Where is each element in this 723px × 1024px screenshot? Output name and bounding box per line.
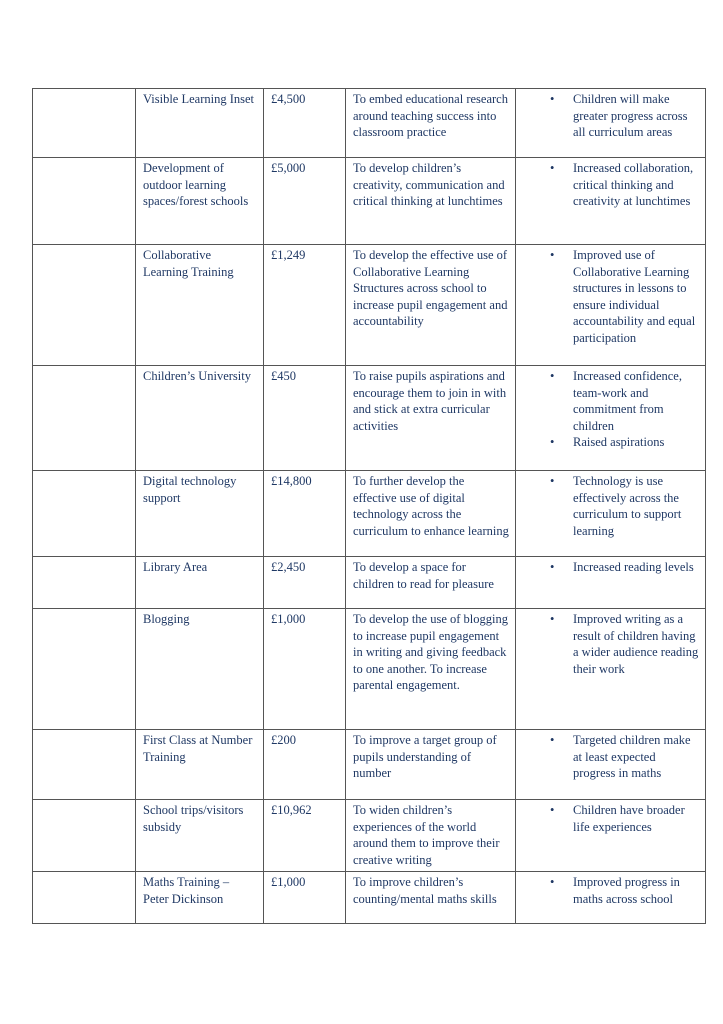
purpose-text: To develop the effective use of Collaborative Learning Structures across school to increase pupil engagement and accountability	[353, 248, 508, 328]
outcomes-list	[523, 91, 699, 141]
outcomes-cell	[516, 730, 706, 800]
purpose-text: To embed educational research around teaching success into classroom practice	[353, 92, 508, 139]
cost-value: £200	[271, 733, 296, 747]
outcomes-list	[523, 368, 699, 451]
purpose-text: To further develop the effective use of digital technology across the curriculum to enhance learning	[353, 474, 509, 538]
outcomes-cell	[516, 872, 706, 924]
outcome-bullet-item: • Improved progress in maths across school	[523, 874, 699, 907]
cost-value: £10,962	[271, 803, 312, 817]
outcomes-cell	[516, 609, 706, 730]
outcome-bullet-item: • Improved use of Collaborative Learning structures in lessons to ensure individual accountability and equal participation	[523, 247, 699, 346]
outcomes-cell	[516, 557, 706, 609]
item-label: Development of outdoor learning spaces/forest schools	[143, 161, 249, 208]
item-cell	[136, 471, 264, 557]
outcome-bullet-item: • Children will make greater progress across all curriculum areas	[523, 91, 699, 141]
cost-cell	[264, 158, 346, 245]
item-label: School trips/visitors subsidy	[143, 803, 244, 834]
item-label: Digital technology support	[143, 474, 237, 505]
item-cell	[136, 158, 264, 245]
outcomes-list	[523, 247, 699, 346]
item-label: Children’s University	[143, 369, 251, 383]
purpose-cell	[346, 471, 516, 557]
item-cell	[136, 609, 264, 730]
table-body	[33, 89, 706, 924]
purpose-text: To develop a space for children to read for pleasure	[353, 560, 494, 591]
item-cell	[136, 89, 264, 158]
outcome-bullet-item: • Targeted children make at least expected progress in maths	[523, 732, 699, 782]
purpose-cell	[346, 366, 516, 471]
row-blank-cell	[33, 872, 136, 924]
outcomes-list	[523, 559, 699, 576]
cost-value: £1,000	[271, 612, 306, 626]
item-cell	[136, 872, 264, 924]
outcome-bullet-item: • Increased collaboration, critical thinking and creativity at lunchtimes	[523, 160, 699, 210]
cost-value: £14,800	[271, 474, 312, 488]
spending-table	[32, 88, 706, 924]
outcomes-list	[523, 473, 699, 539]
outcome-bullet-item: • Increased confidence, team-work and commitment from children	[523, 368, 699, 434]
outcome-bullet-item: • Technology is use effectively across the curriculum to support learning	[523, 473, 699, 539]
item-cell	[136, 800, 264, 872]
table-row	[33, 158, 706, 245]
outcomes-cell	[516, 245, 706, 366]
item-label: Blogging	[143, 612, 190, 626]
cost-cell	[264, 89, 346, 158]
cost-cell	[264, 609, 346, 730]
purpose-text: To raise pupils aspirations and encourage them to join in with and stick at extra curricular activities	[353, 369, 507, 433]
cost-cell	[264, 730, 346, 800]
table-row	[33, 609, 706, 730]
row-blank-cell	[33, 609, 136, 730]
outcomes-cell	[516, 471, 706, 557]
purpose-cell	[346, 89, 516, 158]
purpose-cell	[346, 800, 516, 872]
cost-value: £2,450	[271, 560, 306, 574]
table-row	[33, 245, 706, 366]
item-cell	[136, 245, 264, 366]
purpose-text: To develop the use of blogging to increase pupil engagement in writing and giving feedback to one another. To increase parental engagement.	[353, 612, 508, 692]
cost-cell	[264, 366, 346, 471]
outcome-bullet-item: • Raised aspirations	[523, 434, 699, 451]
purpose-cell	[346, 245, 516, 366]
cost-value: £4,500	[271, 92, 306, 106]
outcome-bullet-item: • Increased reading levels	[523, 559, 699, 576]
cost-value: £1,000	[271, 875, 306, 889]
item-cell	[136, 730, 264, 800]
cost-cell	[264, 471, 346, 557]
purpose-cell	[346, 730, 516, 800]
row-blank-cell	[33, 366, 136, 471]
outcomes-list	[523, 802, 699, 835]
purpose-cell	[346, 872, 516, 924]
row-blank-cell	[33, 730, 136, 800]
outcomes-cell	[516, 158, 706, 245]
outcomes-cell	[516, 366, 706, 471]
item-label: Maths Training – Peter Dickinson	[143, 875, 230, 906]
item-label: Collaborative Learning Training	[143, 248, 234, 279]
purpose-cell	[346, 557, 516, 609]
outcomes-list	[523, 732, 699, 782]
row-blank-cell	[33, 800, 136, 872]
row-blank-cell	[33, 471, 136, 557]
table-row	[33, 557, 706, 609]
table-row	[33, 366, 706, 471]
cost-cell	[264, 245, 346, 366]
outcomes-list	[523, 160, 699, 210]
cost-value: £1,249	[271, 248, 306, 262]
outcome-bullet-item: • Children have broader life experiences	[523, 802, 699, 835]
row-blank-cell	[33, 557, 136, 609]
purpose-cell	[346, 158, 516, 245]
cost-cell	[264, 872, 346, 924]
item-cell	[136, 557, 264, 609]
table-row	[33, 800, 706, 872]
cost-value: £450	[271, 369, 296, 383]
purpose-text: To improve a target group of pupils understanding of number	[353, 733, 497, 780]
item-label: First Class at Number Training	[143, 733, 253, 764]
outcomes-cell	[516, 800, 706, 872]
table-row	[33, 872, 706, 924]
purpose-cell	[346, 609, 516, 730]
table-row	[33, 730, 706, 800]
item-label: Library Area	[143, 560, 208, 574]
table-row	[33, 89, 706, 158]
item-cell	[136, 366, 264, 471]
outcomes-list	[523, 611, 699, 677]
cost-value: £5,000	[271, 161, 306, 175]
cost-cell	[264, 557, 346, 609]
row-blank-cell	[33, 245, 136, 366]
purpose-text: To develop children’s creativity, communication and critical thinking at lunchtimes	[353, 161, 505, 208]
outcomes-list	[523, 874, 699, 907]
row-blank-cell	[33, 158, 136, 245]
purpose-text: To widen children’s experiences of the world around them to improve their creative writing	[353, 803, 500, 867]
row-blank-cell	[33, 89, 136, 158]
cost-cell	[264, 800, 346, 872]
item-label: Visible Learning Inset	[143, 92, 255, 106]
table-row	[33, 471, 706, 557]
outcomes-cell	[516, 89, 706, 158]
outcome-bullet-item: • Improved writing as a result of children having a wider audience reading their work	[523, 611, 699, 677]
purpose-text: To improve children’s counting/mental maths skills	[353, 875, 497, 906]
